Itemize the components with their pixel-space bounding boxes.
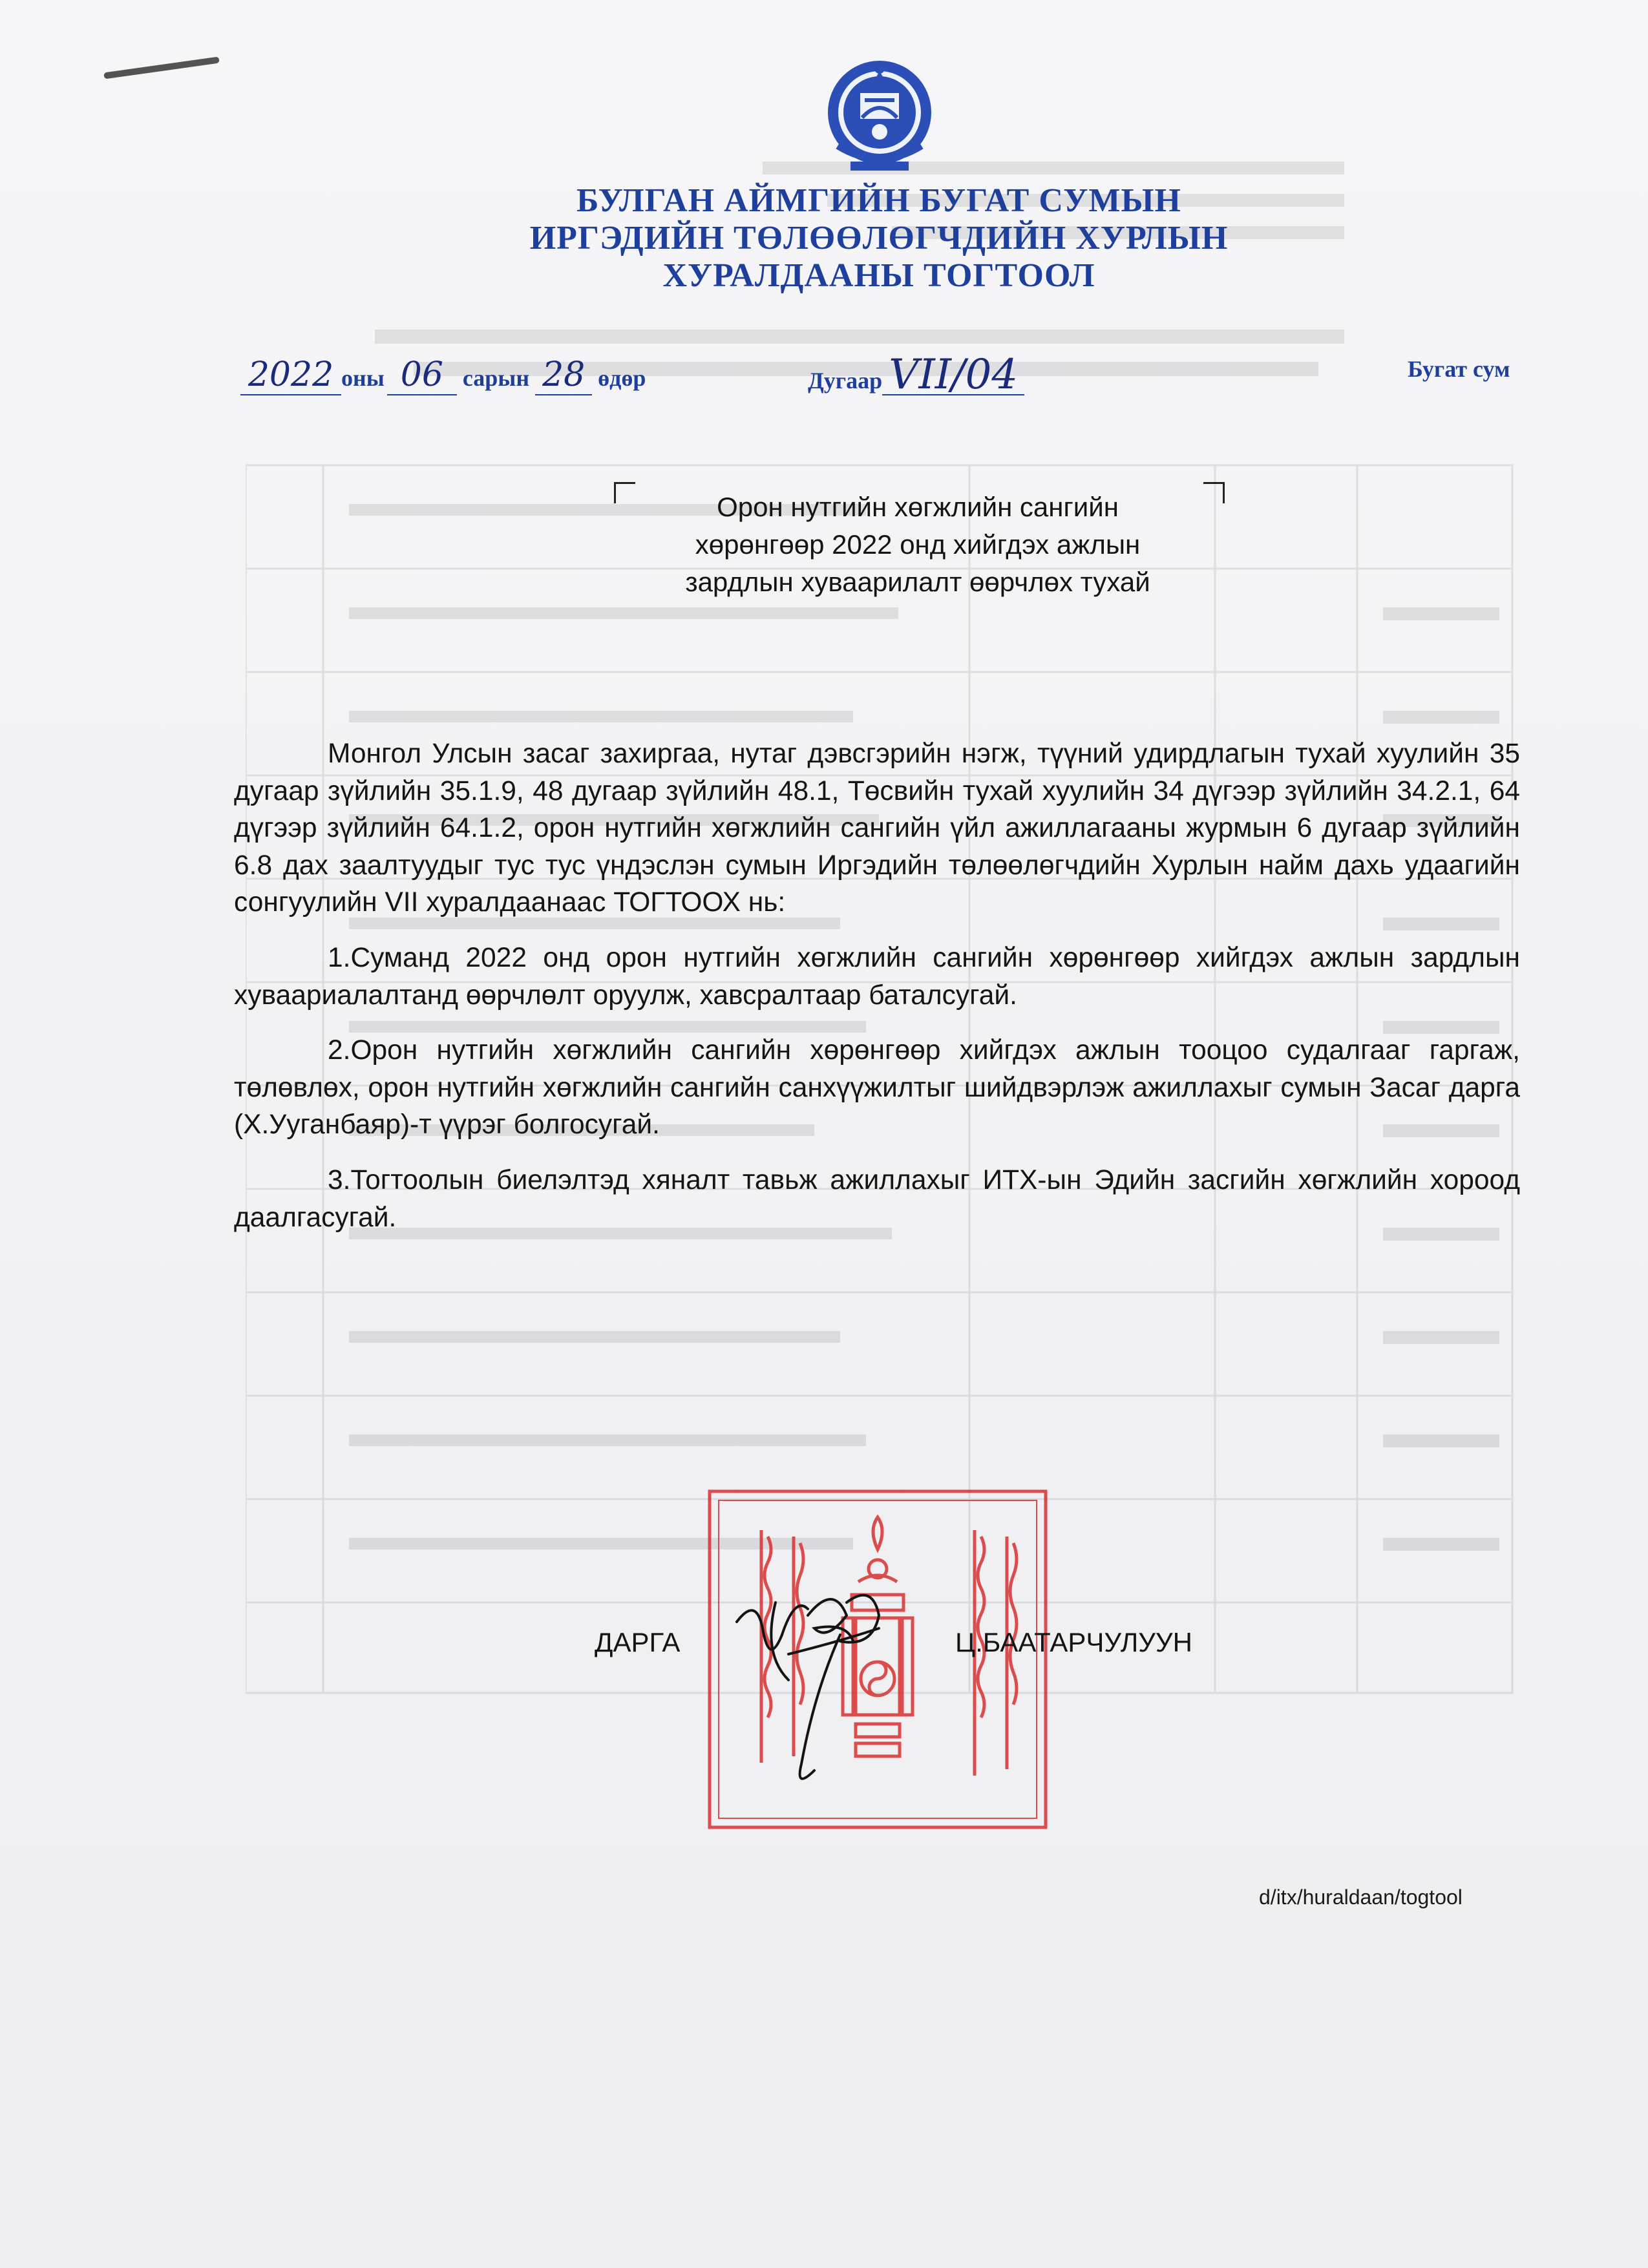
date-day: 28 xyxy=(535,355,592,395)
body-item-1: 1.Суманд 2022 онд орон нутгийн хөгжлийн сангийн хөрөнгөөр хийгдэх ажлын зардлын хуваариалалтанд өөрчлөлт оруулж, хавсралтаар баталсугай. xyxy=(234,942,1520,1011)
staple-mark xyxy=(103,57,220,79)
date-month-label: сарын xyxy=(462,365,530,391)
date-day-label: өдөр xyxy=(598,365,646,391)
document-header xyxy=(517,182,1241,295)
place-label: Бугат сум xyxy=(1408,356,1510,382)
date-year-label: оны xyxy=(341,365,385,391)
body-item-3: 3.Тогтоолын биелэлтэд хяналт тавьж ажиллахыг ИТХ-ын Эдийн засгийн хөгжлийн хороод даалгасугай. xyxy=(234,1164,1520,1233)
mongolia-emblem-icon xyxy=(825,56,935,174)
subject-line-3: зардлын хуваарилалт өөрчлөх тухай xyxy=(685,567,1150,597)
signatory-name: Ц.БААТАРЧУЛУУН xyxy=(955,1627,1192,1657)
header-line-2: ИРГЭДИЙН ТӨЛӨӨЛӨГЧДИЙН ХУРЛЫН xyxy=(529,220,1229,257)
subject-line-2: хөрөнгөөр 2022 онд хийгдэх ажлын xyxy=(695,529,1141,560)
number-label: Дугаар xyxy=(808,368,883,394)
body-intro: Монгол Улсын засаг захиргаа, нутаг дэвсгэрийн нэгж, түүний удирдлагын тухай хуулийн 35 дугаар зүйлийн 35.1.9, 48 дугаар зүйлийн 48.1, Төсвийн тухай хуулийн 34 дүгээр зүйлийн 34.2.1, 64 дүгээр зүйлийн 64.1.2, орон нутгийн хөгжлийн сангийн үйл ажиллагааны журмын 6 дугаар зүйлийн 6.8 дах заалтуудыг тус тус үндэслэн сумын Иргэдийн төлөөлөгчдийн Хурлын найм дахь удаагийн сонгуулийн VII хуралдаанаас ТОГТООХ нь: xyxy=(234,739,1520,918)
footer-document-code: d/itx/huraldaan/togtool xyxy=(1259,1885,1463,1909)
subject-line-1: Орон нутгийн хөгжлийн сангийн xyxy=(717,492,1119,522)
date-year: 2022 xyxy=(240,355,341,395)
number-line xyxy=(808,351,1024,399)
date-month: 06 xyxy=(387,355,457,395)
document-body xyxy=(234,735,1520,1254)
handwritten-signature xyxy=(711,1577,982,1809)
body-item-2: 2.Орон нутгийн хөгжлийн сангийн хөрөнгөөр хийгдэх ажлын тооцоо судалгааг гаргаж, төлөвлөх, орон нутгийн хөгжлийн сангийн санхүүжилтыг шийдвэрлэж ажиллахыг сумын Засаг дарга (Х.Ууганбаяр)-т үүрэг болгосугай. xyxy=(234,1035,1520,1140)
document-subject xyxy=(614,488,1221,601)
header-line-3: ХУРАЛДААНЫ ТОГТООЛ xyxy=(662,257,1095,294)
signatory-title: ДАРГА xyxy=(595,1627,681,1657)
date-line xyxy=(240,355,646,395)
document-number: VII/04 xyxy=(882,355,1024,395)
header-line-1: БУЛГАН АЙМГИЙН БУГАТ СУМЫН xyxy=(576,182,1181,219)
